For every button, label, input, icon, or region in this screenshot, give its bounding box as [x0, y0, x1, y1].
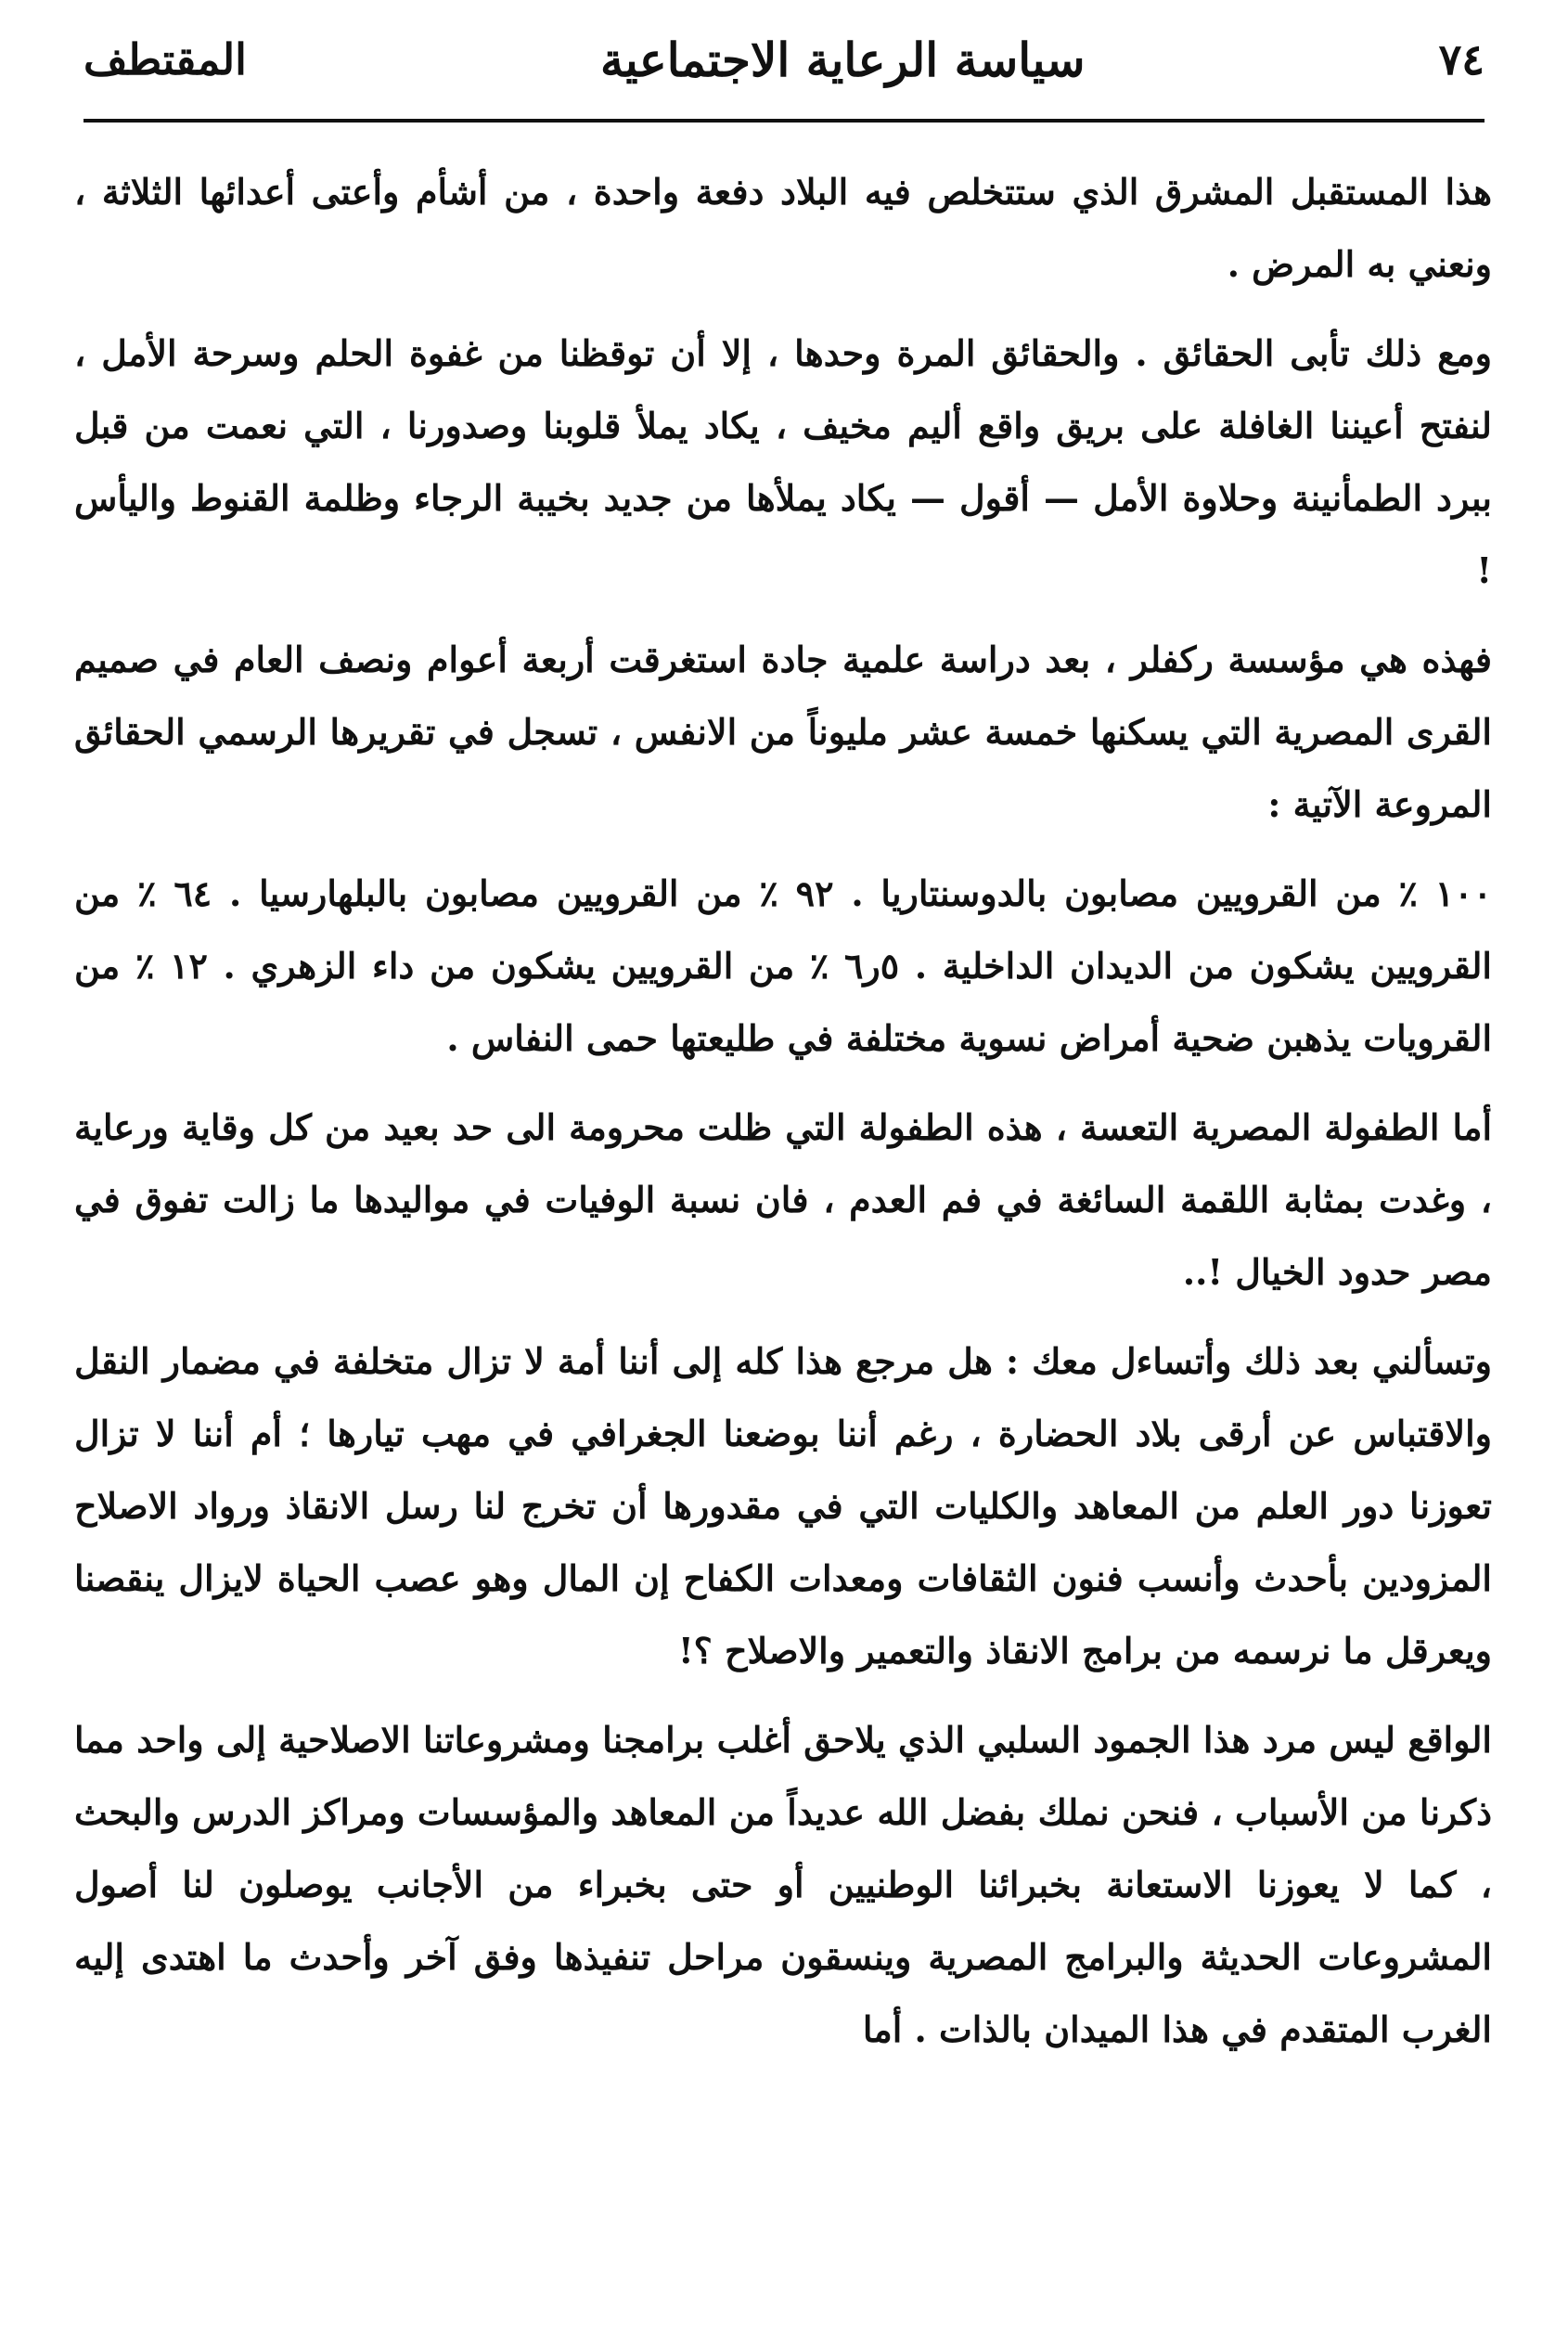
- journal-name: المقتطف: [84, 34, 247, 84]
- header-rule: [84, 119, 1484, 123]
- page-header: [84, 22, 1484, 97]
- page-number: ٧٤: [1438, 34, 1484, 84]
- article-body: [74, 156, 1492, 2083]
- paragraph: وتسألني بعد ذلك وأتساءل معك : هل مرجع هذا كله إلى أننا أمة لا تزال متخلفة في مضمار النقل والاقتباس عن أرقى بلاد الحضارة ، رغم أننا بوضعنا الجغرافي في مهب تيارها ؛ أم أننا لا تزال تعوزنا دور العلم من المعاهد والكليات التي في مقدورها أن تخرج لنا رسل الانقاذ ورواد الاصلاح المزودين بأحدث وأنسب فنون الثقافات ومعدات الكفاح إن المال وهو عصب الحياة لايزال ينقصنا ويعرقل ما نرسمه من برامج الانقاذ والتعمير والاصلاح ؟!: [74, 1340, 1492, 1671]
- paragraph: أما الطفولة المصرية التعسة ، هذه الطفولة التي ظلت محرومة الى حد بعيد من كل وقاية ورعاية ، وغدت بمثابة اللقمة السائغة في فم العدم ، فان نسبة الوفيات في مواليدها ما زالت تفوق في مصر حدود الخيال !..: [74, 1106, 1492, 1293]
- paragraph: ومع ذلك تأبى الحقائق . والحقائق المرة وحدها ، إلا أن توقظنا من غفوة الحلم وسرحة الأمل ، لنفتح أعيننا الغافلة على بريق واقع أليم مخيف ، يكاد يملأ قلوبنا وصدورنا ، التي نعمت من قبل ببرد الطمأنينة وحلاوة الأمل — أقول — يكاد يملأها من جديد بخيبة الرجاء وظلمة القنوط واليأس !: [74, 332, 1492, 591]
- running-title: سياسة الرعاية الاجتماعية: [599, 32, 1086, 87]
- paragraph: ١٠٠ ٪ من القرويين مصابون بالدوسنتاريا . ٩٢ ٪ من القرويين مصابون بالبلهارسيا . ٦٤ ٪ من القرويين يشكون من الديدان الداخلية . ٥ر٦ ٪ من القرويين يشكون من داء الزهري . ١٢ ٪ من القرويات يذهبن ضحية أمراض نسوية مختلفة في طليعتها حمى النفاس .: [74, 872, 1492, 1059]
- paragraph: فهذه هي مؤسسة ركفلر ، بعد دراسة علمية جادة استغرقت أربعة أعوام ونصف العام في صميم القرى المصرية التي يسكنها خمسة عشر مليوناً من الانفس ، تسجل في تقريرها الرسمي الحقائق المروعة الآتية :: [74, 639, 1492, 825]
- paragraph: الواقع ليس مرد هذا الجمود السلبي الذي يلاحق أغلب برامجنا ومشروعاتنا الاصلاحية إلى واحد مما ذكرنا من الأسباب ، فنحن نملك بفضل الله عديداً من المعاهد والمؤسسات ومراكز الدرس والبحث ، كما لا يعوزنا الاستعانة بخبرائنا الوطنيين أو حتى بخبراء من الأجانب يوصلون لنا أصول المشروعات الحديثة والبرامج المصرية وينسقون مراحل تنفيذها وفق آخر وأحدث ما اهتدى إليه الغرب المتقدم في هذا الميدان بالذات . أما: [74, 1719, 1492, 2050]
- paragraph: هذا المستقبل المشرق الذي ستتخلص فيه البلاد دفعة واحدة ، من أشأم وأعتى أعدائها الثلاثة ، ونعني به المرض .: [74, 171, 1492, 285]
